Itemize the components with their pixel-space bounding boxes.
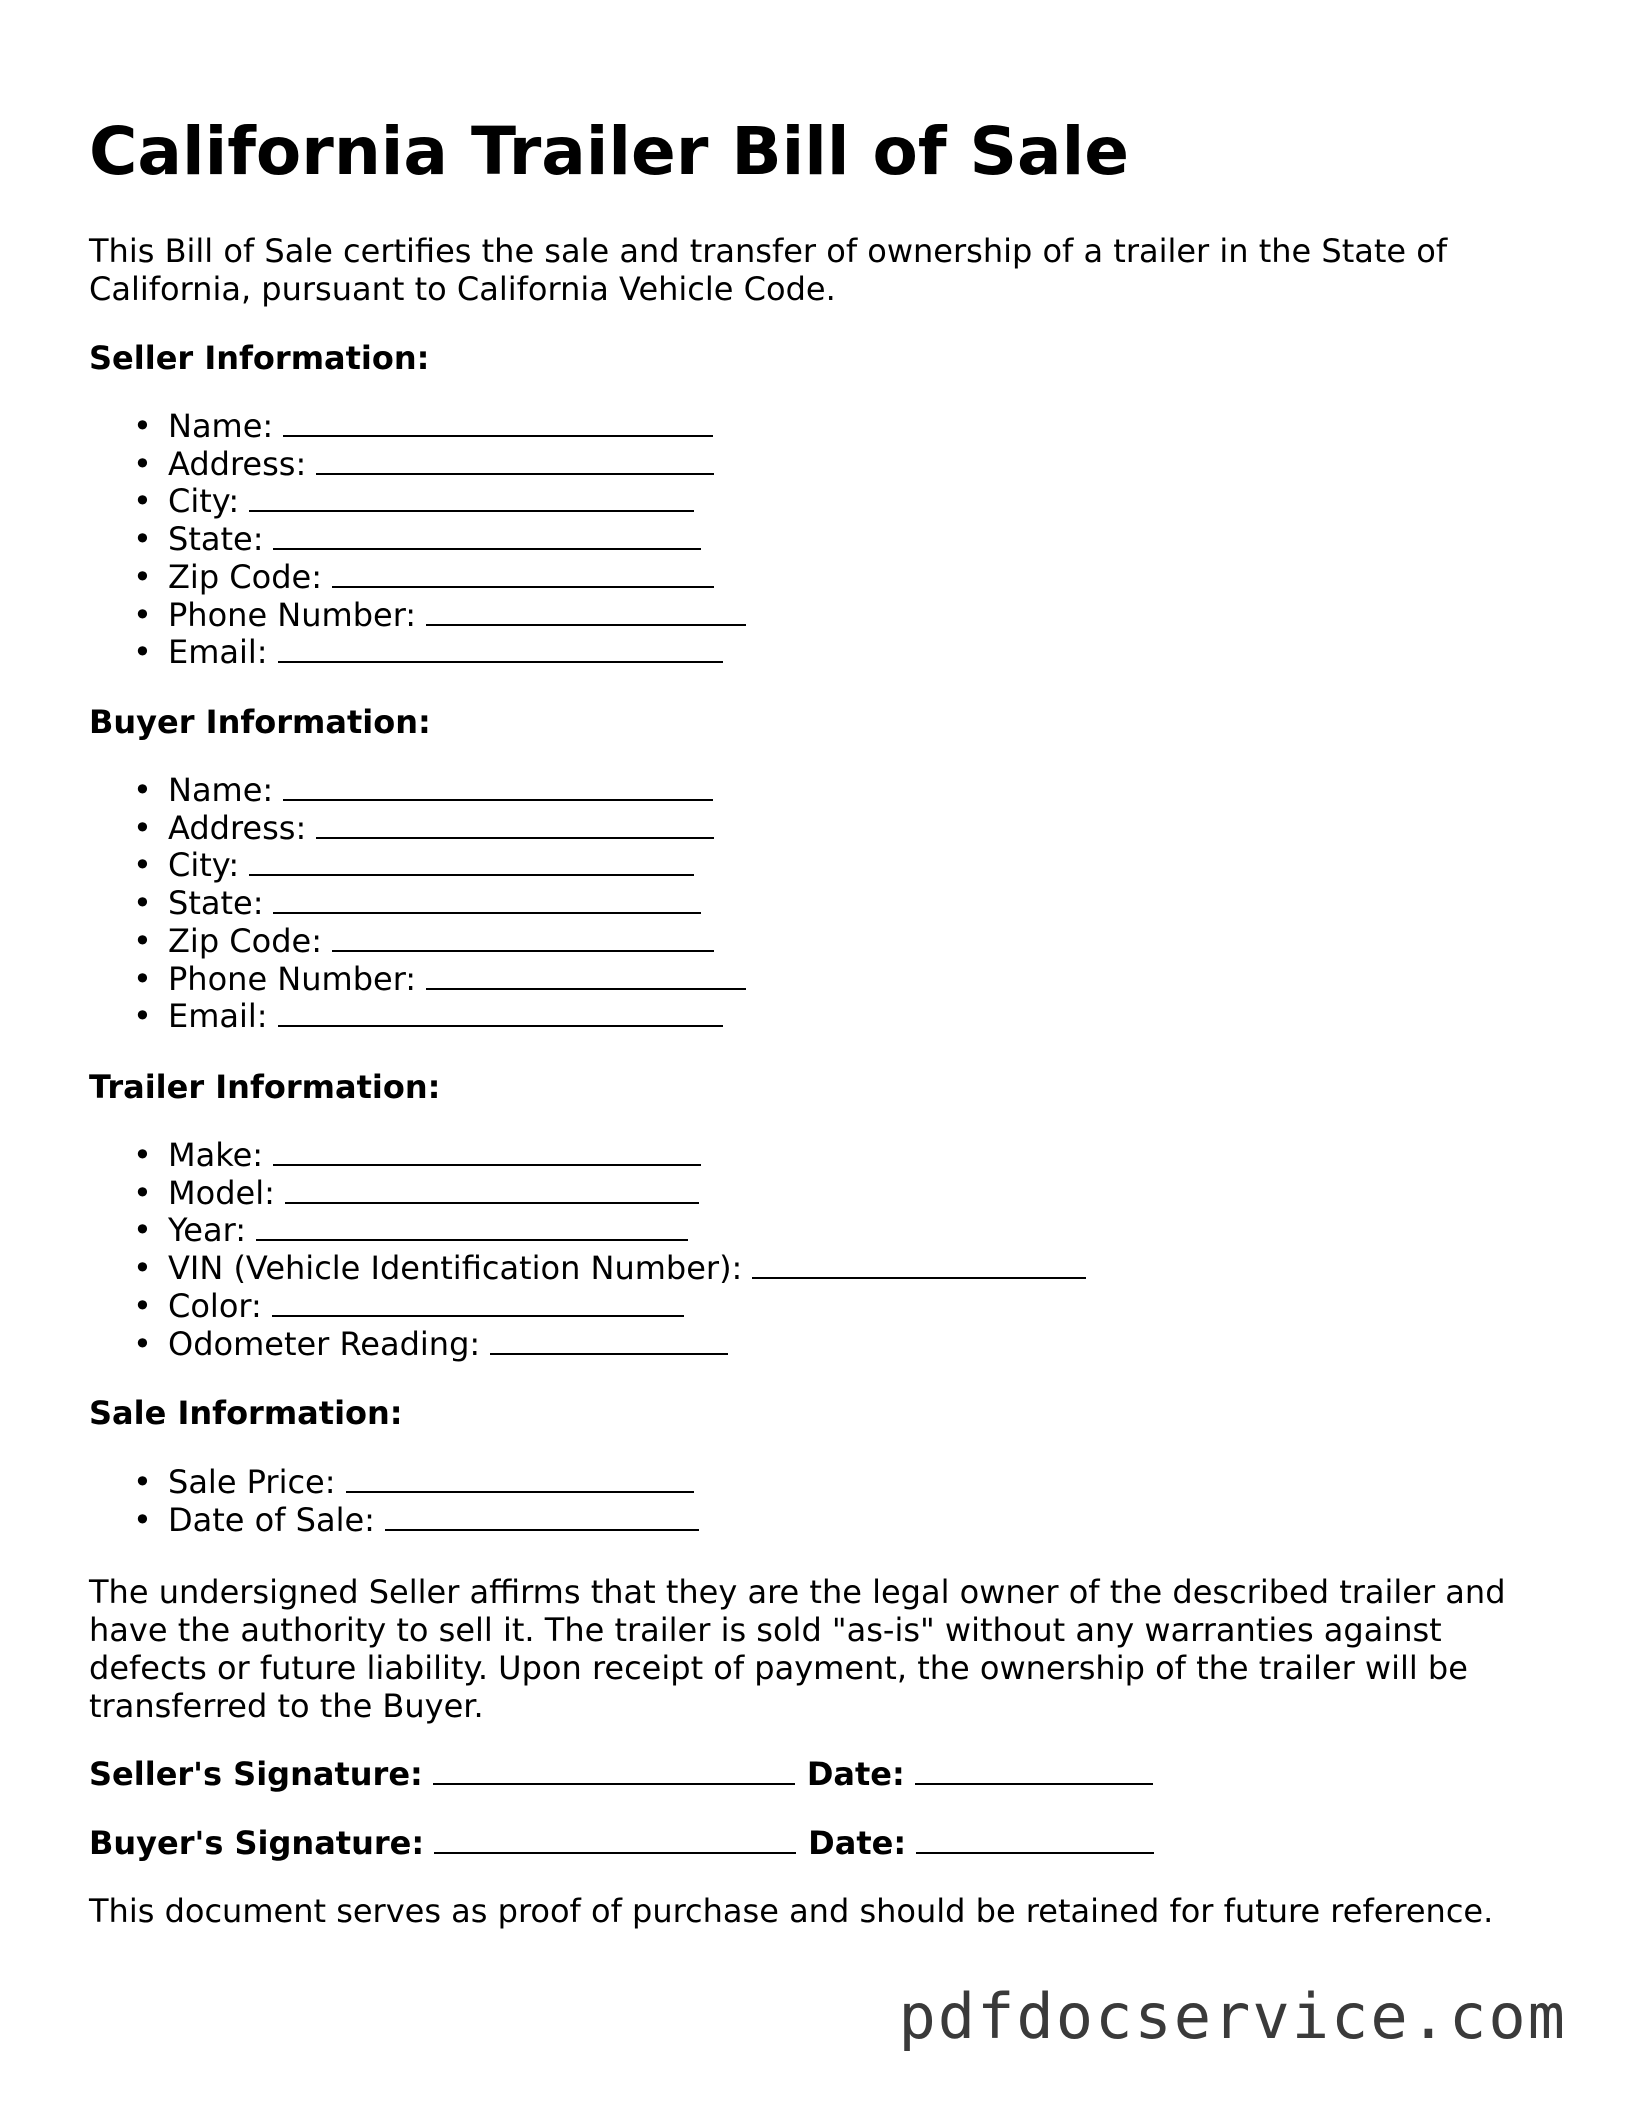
sale-date-field: • Date of Sale: [89, 1502, 699, 1540]
seller-phone-blank[interactable] [426, 598, 746, 626]
trailer-vin-field: • VIN (Vehicle Identification Number): [89, 1250, 1086, 1288]
seller-fields [89, 408, 746, 672]
seller-name-blank[interactable] [283, 409, 713, 437]
seller-date-blank[interactable] [915, 1757, 1153, 1785]
seller-state-field: • State: [89, 521, 746, 559]
buyer-phone-blank[interactable] [426, 962, 746, 990]
seller-phone-field: • Phone Number: [89, 597, 746, 635]
seller-signature-line [89, 1755, 1165, 1793]
trailer-odometer-field: • Odometer Reading: [89, 1326, 1086, 1364]
trailer-model-field: • Model: [89, 1175, 1086, 1213]
trailer-vin-blank[interactable] [752, 1251, 1086, 1279]
sale-price-field: • Sale Price: [89, 1464, 699, 1502]
buyer-address-blank[interactable] [316, 811, 714, 839]
seller-signature-label: Seller's Signature: [89, 1755, 423, 1793]
buyer-email-blank[interactable] [278, 999, 723, 1027]
buyer-address-field: • Address: [89, 810, 746, 848]
seller-zip-blank[interactable] [332, 560, 714, 588]
page-title: California Trailer Bill of Sale [89, 113, 1129, 190]
buyer-zip-field: • Zip Code: [89, 923, 746, 961]
trailer-year-blank[interactable] [256, 1213, 688, 1241]
buyer-fields [89, 772, 746, 1036]
buyer-signature-label: Buyer's Signature: [89, 1824, 425, 1862]
trailer-year-field: • Year: [89, 1212, 1086, 1250]
seller-zip-field: • Zip Code: [89, 559, 746, 597]
buyer-phone-field: • Phone Number: [89, 961, 746, 999]
trailer-color-blank[interactable] [272, 1289, 684, 1317]
seller-signature-blank[interactable] [433, 1757, 795, 1785]
sale-date-blank[interactable] [385, 1503, 699, 1531]
buyer-signature-blank[interactable] [434, 1826, 796, 1854]
sale-price-blank[interactable] [346, 1465, 694, 1493]
buyer-signature-line [89, 1824, 1166, 1862]
trailer-make-field: • Make: [89, 1137, 1086, 1175]
seller-email-blank[interactable] [278, 635, 723, 663]
buyer-state-field: • State: [89, 885, 746, 923]
trailer-model-blank[interactable] [285, 1176, 699, 1204]
seller-city-field: • City: [89, 483, 746, 521]
buyer-name-blank[interactable] [283, 773, 713, 801]
seller-address-field: • Address: [89, 446, 746, 484]
seller-state-blank[interactable] [273, 522, 701, 550]
seller-heading: Seller Information: [89, 339, 430, 377]
trailer-fields [89, 1137, 1086, 1363]
watermark-logo: pdfdocservice.com [898, 1980, 1567, 2053]
seller-email-field: • Email: [89, 634, 746, 672]
footer-note: This document serves as proof of purchase and should be retained for future reference. [89, 1892, 1494, 1930]
buyer-state-blank[interactable] [273, 886, 701, 914]
sale-heading: Sale Information: [89, 1394, 403, 1432]
buyer-city-blank[interactable] [249, 848, 694, 876]
buyer-date-label: Date: [808, 1824, 907, 1862]
buyer-city-field: • City: [89, 847, 746, 885]
trailer-odometer-blank[interactable] [490, 1327, 728, 1355]
seller-date-label: Date: [806, 1755, 905, 1793]
buyer-heading: Buyer Information: [89, 703, 431, 741]
seller-address-blank[interactable] [316, 447, 714, 475]
buyer-email-field: • Email: [89, 998, 746, 1036]
seller-name-field: • Name: [89, 408, 746, 446]
affirmation-paragraph: The undersigned Seller affirms that they are the legal owner of the described trailer and have the authority to sell it. The trailer is sold "as-is" without any warranties against defects or future liability. Upon receipt of payment, the ownership of the trailer will be transferred to the Buyer. [89, 1573, 1506, 1725]
intro-paragraph: This Bill of Sale certifies the sale and transfer of ownership of a trailer in the State of California, pursuant to California Vehicle Code. [89, 232, 1448, 308]
seller-city-blank[interactable] [249, 484, 694, 512]
trailer-heading: Trailer Information: [89, 1068, 441, 1106]
buyer-zip-blank[interactable] [332, 924, 714, 952]
buyer-date-blank[interactable] [916, 1826, 1154, 1854]
trailer-make-blank[interactable] [273, 1138, 701, 1166]
sale-fields [89, 1464, 699, 1539]
buyer-name-field: • Name: [89, 772, 746, 810]
trailer-color-field: • Color: [89, 1288, 1086, 1326]
